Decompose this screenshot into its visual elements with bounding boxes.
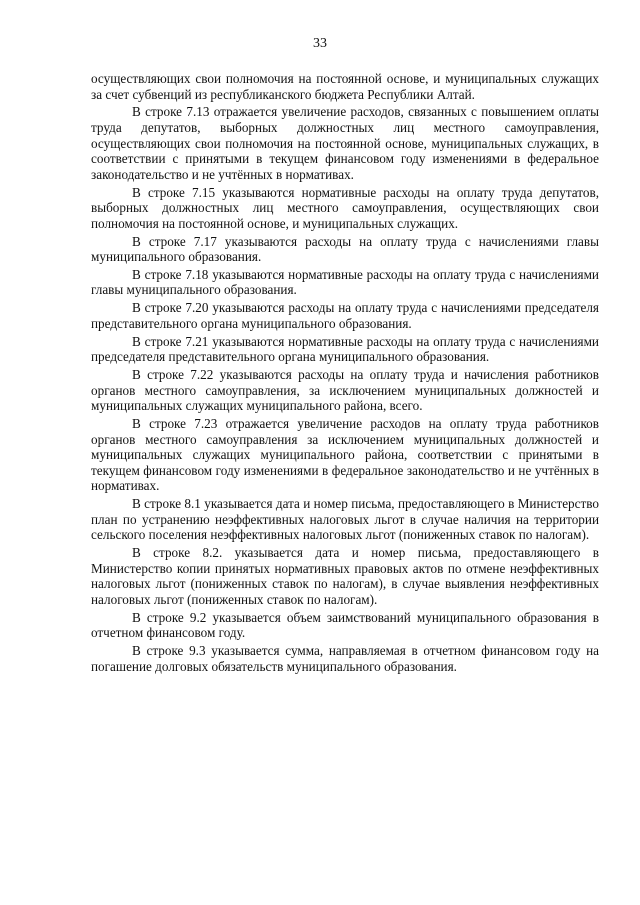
paragraph-line-8-1: В строке 8.1 указывается дата и номер письма, предоставляющего в Министерство план по устранению неэффективных налоговых льгот в случае наличия на территории сельского поселения неэффективных налоговых льгот (пониженных ставок по налогам). xyxy=(91,496,599,543)
paragraph-continuation: осуществляющих свои полномочия на постоянной основе, и муниципальных служащих за счет субвенций из республиканского бюджета Республики Алтай. xyxy=(91,71,599,102)
paragraph-line-7-21: В строке 7.21 указываются нормативные расходы на оплату труда с начислениями председателя представительного органа муниципального образования. xyxy=(91,333,599,365)
paragraph-line-7-17: В строке 7.17 указываются расходы на оплату труда с начислениями главы муниципального образования. xyxy=(91,233,599,265)
paragraph-line-7-13: В строке 7.13 отражается увеличение расходов, связанных с повышением оплаты труда депутатов, выборных должностных лиц местного самоуправления, осуществляющих свои полномочия на постоянной основе, муниципальных служащих, в соответствии с принятыми в текущем финансовом году изменениями в федеральное законодательство и не учтённых в нормативах. xyxy=(91,104,599,182)
paragraph-line-7-20: В строке 7.20 указываются расходы на оплату труда с начислениями председателя представительного органа муниципального образования. xyxy=(91,300,599,331)
paragraph-line-7-15: В строке 7.15 указываются нормативные расходы на оплату труда депутатов, выборных должностных лиц местного самоуправления, осуществляющих свои полномочия на постоянной основе, и муниципальных служащих. xyxy=(91,184,599,231)
paragraph-line-7-18: В строке 7.18 указываются нормативные расходы на оплату труда с начислениями главы муниципального образования. xyxy=(91,266,599,298)
paragraph-line-9-3: В строке 9.3 указывается сумма, направляемая в отчетном финансовом году на погашение долговых обязательств муниципального образования. xyxy=(91,643,599,674)
body-text xyxy=(91,71,599,676)
paragraph-line-8-2: В строке 8.2. указывается дата и номер письма, предоставляющего в Министерство копии принятых нормативных правовых актов по отмене неэффективных налоговых льгот (пониженных ставок по налогам), в случае выявления неэффективных налоговых льгот (пониженных ставок по налогам). xyxy=(91,545,599,607)
paragraph-line-7-23: В строке 7.23 отражается увеличение расходов на оплату труда работников органов местного самоуправления за исключением муниципальных должностей и муниципальных служащих муниципального района, соответствии с принятыми в текущем финансовом году изменениями в федеральное законодательство и не учтённых в нормативах. xyxy=(91,415,599,494)
paragraph-line-9-2: В строке 9.2 указывается объем заимствований муниципального образования в отчетном финансовом году. xyxy=(91,609,599,641)
paragraph-line-7-22: В строке 7.22 указываются расходы на оплату труда и начисления работников органов местного самоуправления, за исключением муниципальных должностей и муниципальных служащих муниципального района, всего. xyxy=(91,367,599,414)
page-number: 33 xyxy=(313,36,327,51)
